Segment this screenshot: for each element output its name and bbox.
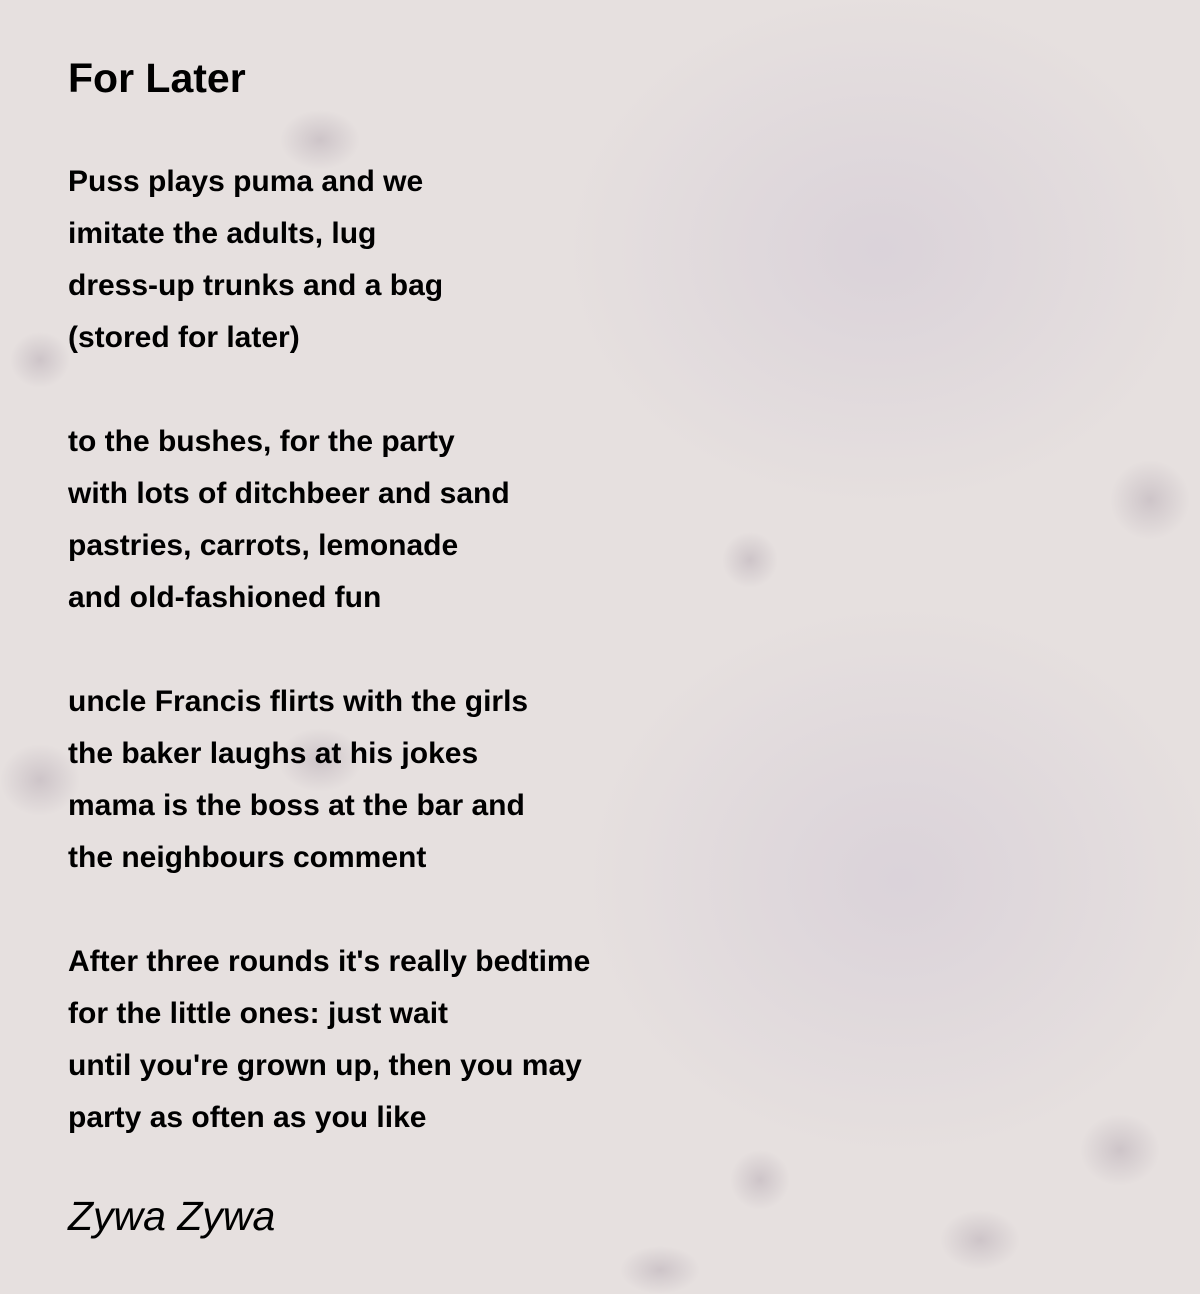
poem-line: and old-fashioned fun [68,581,382,614]
poem-author: Zywa Zywa [68,1193,276,1239]
poem-line: After three rounds it's really bedtime [68,945,591,978]
poem-line: pastries, carrots, lemonade [68,529,459,562]
poem-body [68,52,1148,1196]
poem-line: Puss plays puma and we [68,165,424,198]
stanza-2 [68,416,1148,624]
poem-line: to the bushes, for the party [68,425,455,458]
poem-line: for the little ones: just wait [68,997,449,1030]
poem-line: the neighbours comment [68,841,427,874]
poem-line: (stored for later) [68,321,300,354]
stanza-3 [68,676,1148,884]
poem-line: uncle Francis flirts with the girls [68,685,529,718]
poem-line: until you're grown up, then you may [68,1049,582,1082]
poem-line: mama is the boss at the bar and [68,789,525,822]
stanza-4 [68,936,1148,1144]
poem-line: with lots of ditchbeer and sand [68,477,510,510]
poem-line: the baker laughs at his jokes [68,737,479,770]
poem-line: imitate the adults, lug [68,217,377,250]
poem-title: For Later [68,55,246,101]
stanza-1 [68,156,1148,364]
poem-line: dress-up trunks and a bag [68,269,444,302]
poem-line: party as often as you like [68,1101,427,1134]
